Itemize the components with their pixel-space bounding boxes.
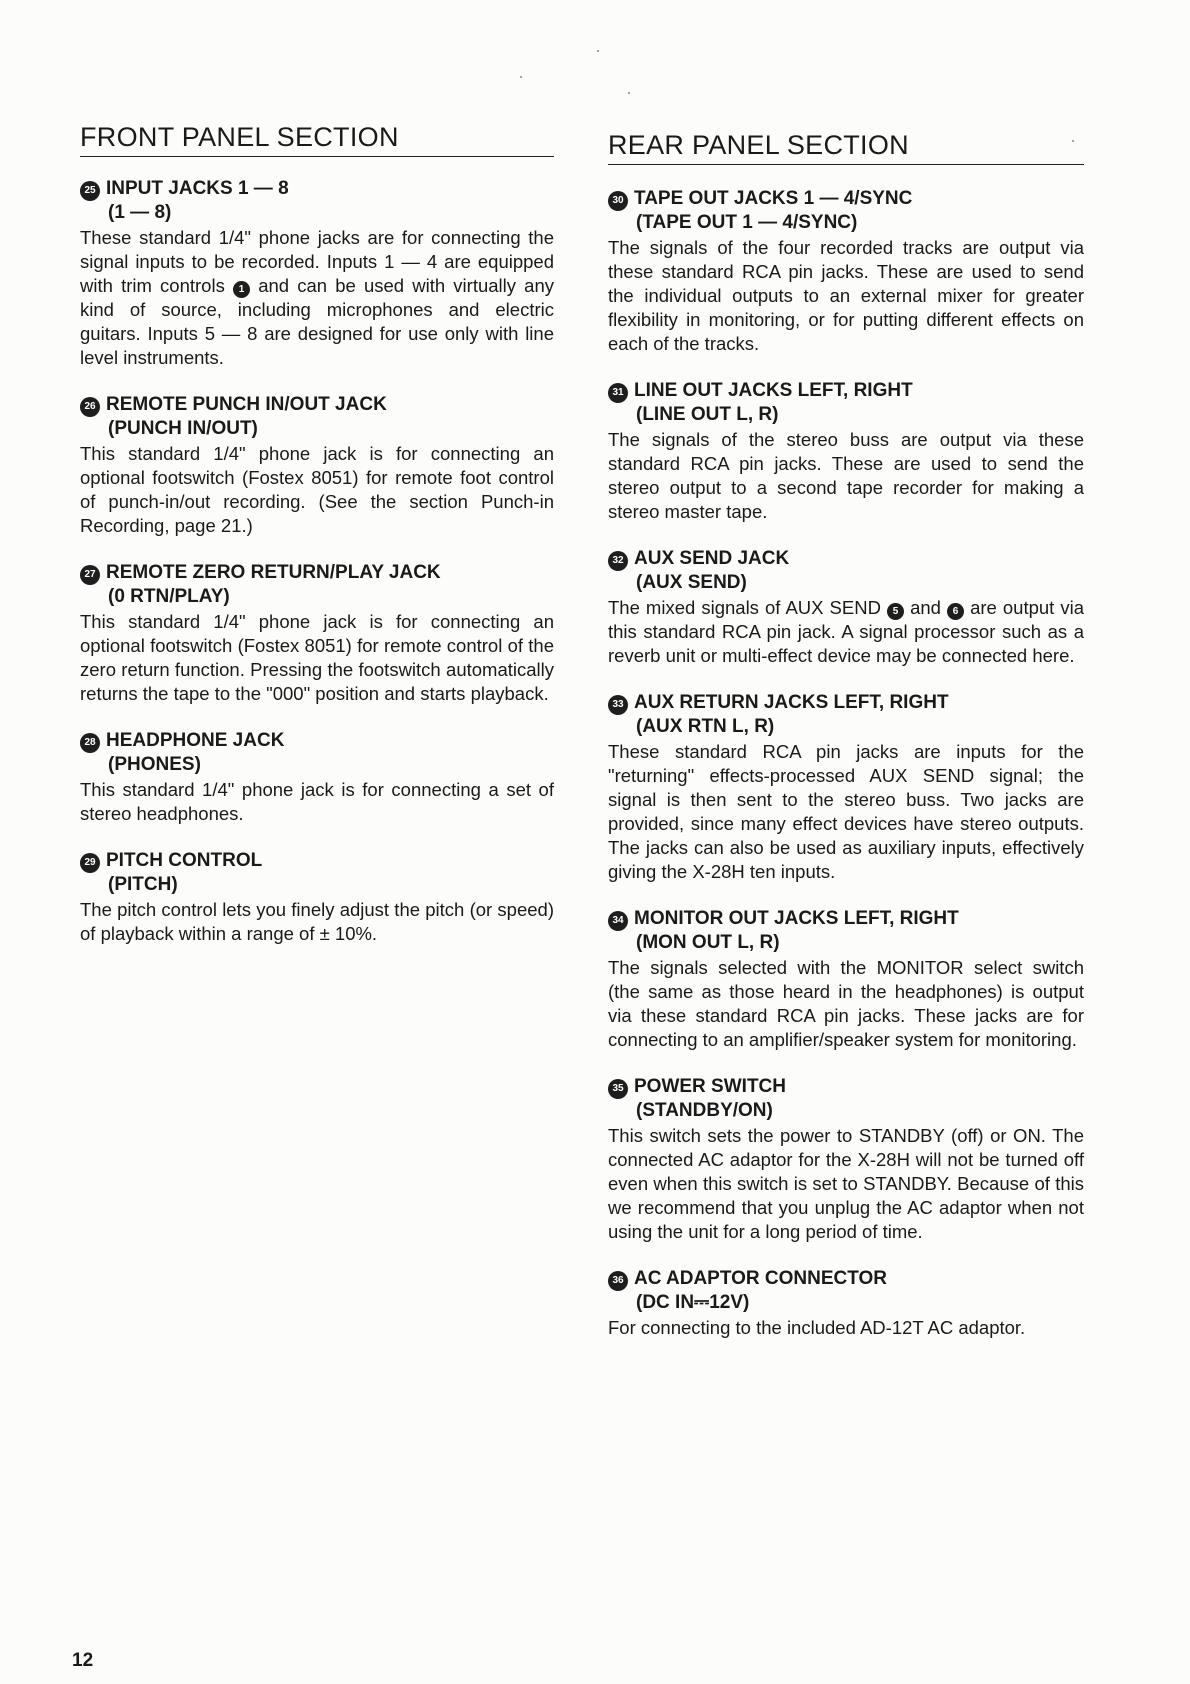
entry-heading: PITCH CONTROL bbox=[106, 850, 263, 871]
entry-ac-adaptor-connector bbox=[608, 1267, 1084, 1340]
entry-headphone-jack bbox=[80, 729, 554, 826]
entry-heading: AUX RETURN JACKS LEFT, RIGHT bbox=[634, 692, 949, 713]
front-panel-column bbox=[80, 120, 554, 969]
scan-speck bbox=[1072, 140, 1074, 142]
entry-subheading: (LINE OUT L, R) bbox=[636, 404, 779, 425]
item-number-badge: 35 bbox=[608, 1079, 628, 1099]
entry-subheading: (AUX RTN L, R) bbox=[636, 716, 775, 737]
item-number-badge: 30 bbox=[608, 191, 628, 211]
reference-badge: 5 bbox=[887, 603, 904, 620]
entry-subheading: (PHONES) bbox=[108, 754, 201, 775]
front-panel-title: FRONT PANEL SECTION bbox=[80, 120, 554, 157]
item-number-badge: 25 bbox=[80, 181, 100, 201]
entry-body: This standard 1/4" phone jack is for connecting an optional footswitch (Fostex 8051) for remote foot control of punch-in/out recording. (See the section Punch-in Recording, page 21.) bbox=[80, 443, 554, 536]
scan-speck bbox=[628, 92, 630, 94]
entry-heading: HEADPHONE JACK bbox=[106, 730, 285, 751]
entry-subheading: (DC IN⎓12V) bbox=[636, 1292, 750, 1313]
item-number-badge: 27 bbox=[80, 565, 100, 585]
entry-aux-return-jacks bbox=[608, 691, 1084, 884]
entry-heading: MONITOR OUT JACKS LEFT, RIGHT bbox=[634, 908, 959, 929]
entry-subheading: (0 RTN/PLAY) bbox=[108, 586, 230, 607]
entry-subheading: (PUNCH IN/OUT) bbox=[108, 418, 258, 439]
reference-badge: 1 bbox=[233, 281, 250, 298]
entry-tape-out-jacks bbox=[608, 187, 1084, 356]
entry-heading: INPUT JACKS 1 — 8 bbox=[106, 178, 289, 199]
entry-body: For connecting to the included AD-12T AC adaptor. bbox=[608, 1317, 1026, 1338]
reference-badge: 6 bbox=[947, 603, 964, 620]
entry-body: The signals of the stereo buss are output via these standard RCA pin jacks. These are used to send the stereo output to a second tape recorder for making a stereo master tape. bbox=[608, 429, 1084, 522]
entry-heading: AC ADAPTOR CONNECTOR bbox=[634, 1268, 887, 1289]
item-number-badge: 34 bbox=[608, 911, 628, 931]
item-number-badge: 28 bbox=[80, 733, 100, 753]
entry-heading: AUX SEND JACK bbox=[634, 548, 790, 569]
rear-panel-column bbox=[608, 128, 1084, 1363]
entry-heading: LINE OUT JACKS LEFT, RIGHT bbox=[634, 380, 913, 401]
entry-line-out-jacks bbox=[608, 379, 1084, 524]
entry-body: This switch sets the power to STANDBY (off) or ON. The connected AC adaptor for the X-28H will not be turned off even when this switch is set to STANDBY. Because of this we recommend that you unplug the AC adaptor when not using the unit for a long period of time. bbox=[608, 1125, 1084, 1242]
entry-power-switch bbox=[608, 1075, 1084, 1244]
item-number-badge: 26 bbox=[80, 397, 100, 417]
entry-pitch-control bbox=[80, 849, 554, 946]
entry-body: This standard 1/4" phone jack is for connecting a set of stereo headphones. bbox=[80, 779, 554, 824]
scan-speck bbox=[597, 50, 599, 52]
item-number-badge: 32 bbox=[608, 551, 628, 571]
entry-subheading: (1 — 8) bbox=[108, 202, 172, 223]
entry-heading: POWER SWITCH bbox=[634, 1076, 786, 1097]
entry-body: The signals selected with the MONITOR select switch (the same as those heard in the headphones) is output via these standard RCA pin jacks. These jacks are for connecting to an amplifier/speaker system for monitoring. bbox=[608, 957, 1084, 1050]
entry-body: The pitch control lets you finely adjust the pitch (or speed) of playback within a range of ± 10%. bbox=[80, 899, 554, 944]
entry-body: This standard 1/4" phone jack is for connecting an optional footswitch (Fostex 8051) for remote control of the zero return function. Pressing the footswitch automatically returns the tape to the "000" position and starts playback. bbox=[80, 611, 554, 704]
item-number-badge: 29 bbox=[80, 853, 100, 873]
entry-subheading: (STANDBY/ON) bbox=[636, 1100, 773, 1121]
rear-panel-title: REAR PANEL SECTION bbox=[608, 128, 1084, 165]
entry-remote-zero-return-jack bbox=[80, 561, 554, 706]
item-number-badge: 31 bbox=[608, 383, 628, 403]
entry-subheading: (AUX SEND) bbox=[636, 572, 747, 593]
entry-subheading: (TAPE OUT 1 — 4/SYNC) bbox=[636, 212, 858, 233]
entry-input-jacks bbox=[80, 177, 554, 370]
entry-heading: TAPE OUT JACKS 1 — 4/SYNC bbox=[634, 188, 913, 209]
entry-body: These standard 1/4" phone jacks are for connecting the signal inputs to be recorded. Inputs 1 — 4 are equipped with trim controls 1 and can be used with virtually any kind of source, including microphones and electric guitars. Inputs 5 — 8 are designed for use only with line level instruments. bbox=[80, 227, 555, 368]
entry-remote-punch-jack bbox=[80, 393, 554, 538]
entry-monitor-out-jacks bbox=[608, 907, 1084, 1052]
entry-body: The signals of the four recorded tracks are output via these standard RCA pin jacks. These are used to send the individual outputs to an external mixer for greater flexibility in monitoring, or for putting different effects on each of the tracks. bbox=[608, 237, 1084, 354]
item-number-badge: 33 bbox=[608, 695, 628, 715]
entry-heading: REMOTE ZERO RETURN/PLAY JACK bbox=[106, 562, 441, 583]
item-number-badge: 36 bbox=[608, 1271, 628, 1291]
entry-heading: REMOTE PUNCH IN/OUT JACK bbox=[106, 394, 387, 415]
page-number: 12 bbox=[72, 1650, 94, 1671]
entry-body: These standard RCA pin jacks are inputs for the "returning" effects-processed AUX SEND signal; the signal is then sent to the stereo buss. Two jacks are provided, since many effect devices have stereo outputs. The jacks can also be used as auxiliary inputs, effectively giving the X-28H ten inputs. bbox=[608, 741, 1084, 882]
scan-speck bbox=[520, 76, 522, 78]
entry-body: The mixed signals of AUX SEND 5 and 6 are output via this standard RCA pin jack. A signal processor such as a reverb unit or multi-effect device may be connected here. bbox=[608, 597, 1085, 666]
entry-aux-send-jack bbox=[608, 547, 1084, 668]
entry-subheading: (PITCH) bbox=[108, 874, 178, 895]
entry-subheading: (MON OUT L, R) bbox=[636, 932, 780, 953]
